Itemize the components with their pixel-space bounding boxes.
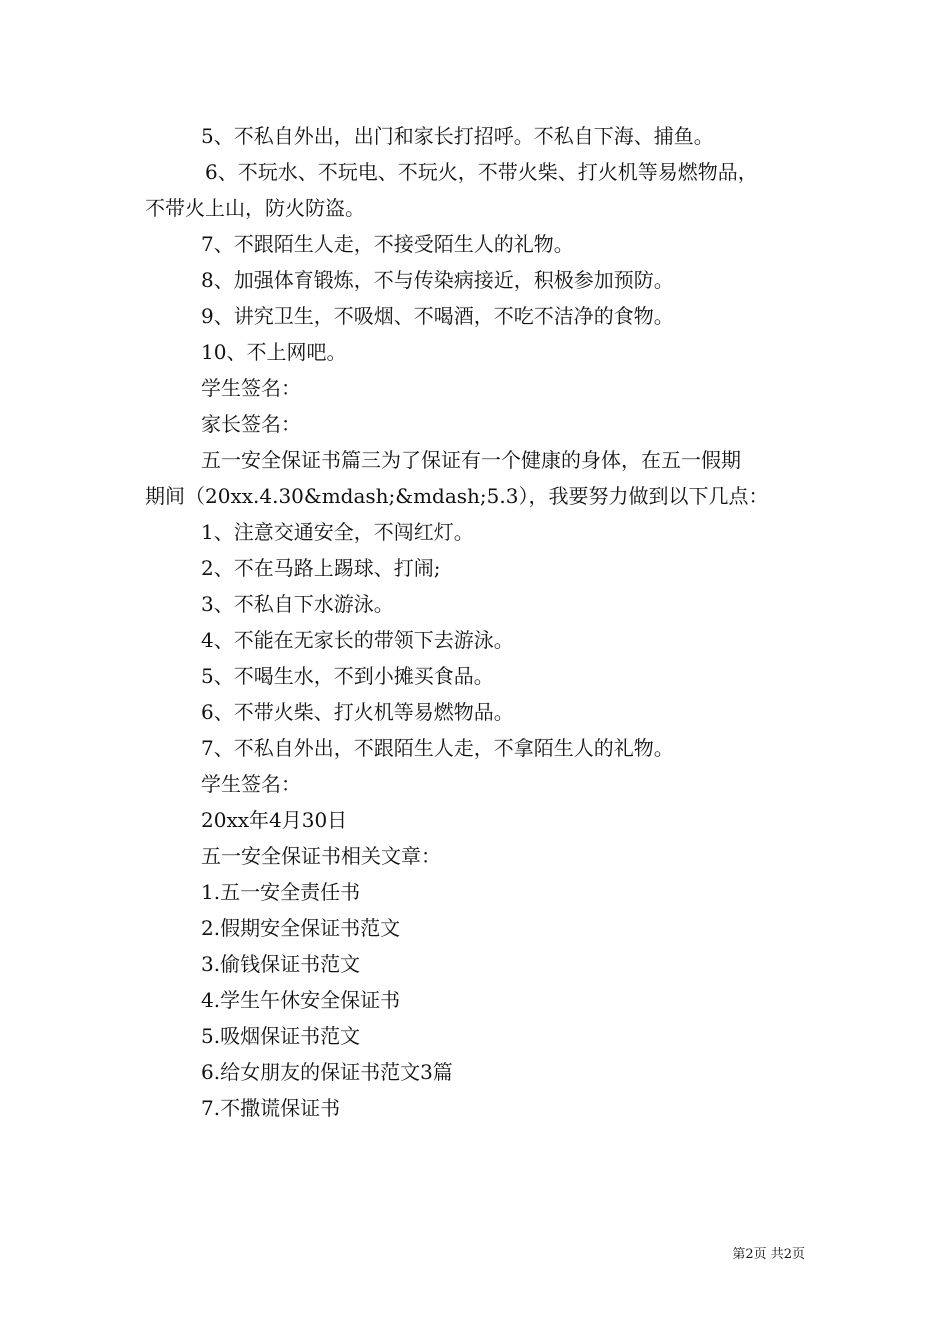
text-line: 五一安全保证书篇三为了保证有一个健康的身体，在五一假期 bbox=[201, 448, 741, 472]
text-line: 2、不在马路上踢球、打闹; bbox=[201, 556, 441, 580]
text-line: 5、不私自外出，出门和家长打招呼。不私自下海、捕鱼。 bbox=[201, 124, 714, 148]
text-line: 6.给女朋友的保证书范文3篇 bbox=[201, 1060, 453, 1084]
text-line: 6、不玩水、不玩电、不玩火，不带火柴、打火机等易燃物品， bbox=[205, 160, 758, 184]
text-line: 3.偷钱保证书范文 bbox=[201, 952, 361, 976]
document-body bbox=[145, 118, 825, 1126]
text-line: 2.假期安全保证书范文 bbox=[201, 916, 401, 940]
page-number-footer: 第2页 共2页 bbox=[732, 1247, 805, 1262]
text-line: 6、不带火柴、打火机等易燃物品。 bbox=[201, 700, 514, 724]
text-line: 3、不私自下水游泳。 bbox=[201, 592, 394, 616]
text-line: 5.吸烟保证书范文 bbox=[201, 1024, 361, 1048]
text-line: 4.学生午休安全保证书 bbox=[201, 988, 401, 1012]
text-line: 9、讲究卫生，不吸烟、不喝酒，不吃不洁净的食物。 bbox=[201, 304, 674, 328]
text-line: 4、不能在无家长的带领下去游泳。 bbox=[201, 628, 514, 652]
text-line: 五一安全保证书相关文章： bbox=[201, 844, 441, 868]
text-line: 7、不跟陌生人走，不接受陌生人的礼物。 bbox=[201, 232, 574, 256]
text-line: 期间（20xx.4.30&mdash;&mdash;5.3），我要努力做到以下几点： bbox=[145, 484, 769, 508]
text-line: 1、注意交通安全，不闯红灯。 bbox=[201, 520, 474, 544]
text-line: 不带火上山，防火防盗。 bbox=[145, 196, 365, 220]
text-line: 学生签名： bbox=[201, 376, 301, 400]
text-line: 7、不私自外出，不跟陌生人走，不拿陌生人的礼物。 bbox=[201, 736, 674, 760]
text-line: 学生签名： bbox=[201, 772, 301, 796]
text-line: 8、加强体育锻炼，不与传染病接近，积极参加预防。 bbox=[201, 268, 674, 292]
text-line: 5、不喝生水，不到小摊买食品。 bbox=[201, 664, 494, 688]
text-line: 7.不撒谎保证书 bbox=[201, 1096, 341, 1120]
text-line: 1.五一安全责任书 bbox=[201, 880, 361, 904]
text-line: 20xx年4月30日 bbox=[201, 808, 348, 832]
text-line: 家长签名： bbox=[201, 412, 301, 436]
text-line: 10、不上网吧。 bbox=[201, 340, 347, 364]
